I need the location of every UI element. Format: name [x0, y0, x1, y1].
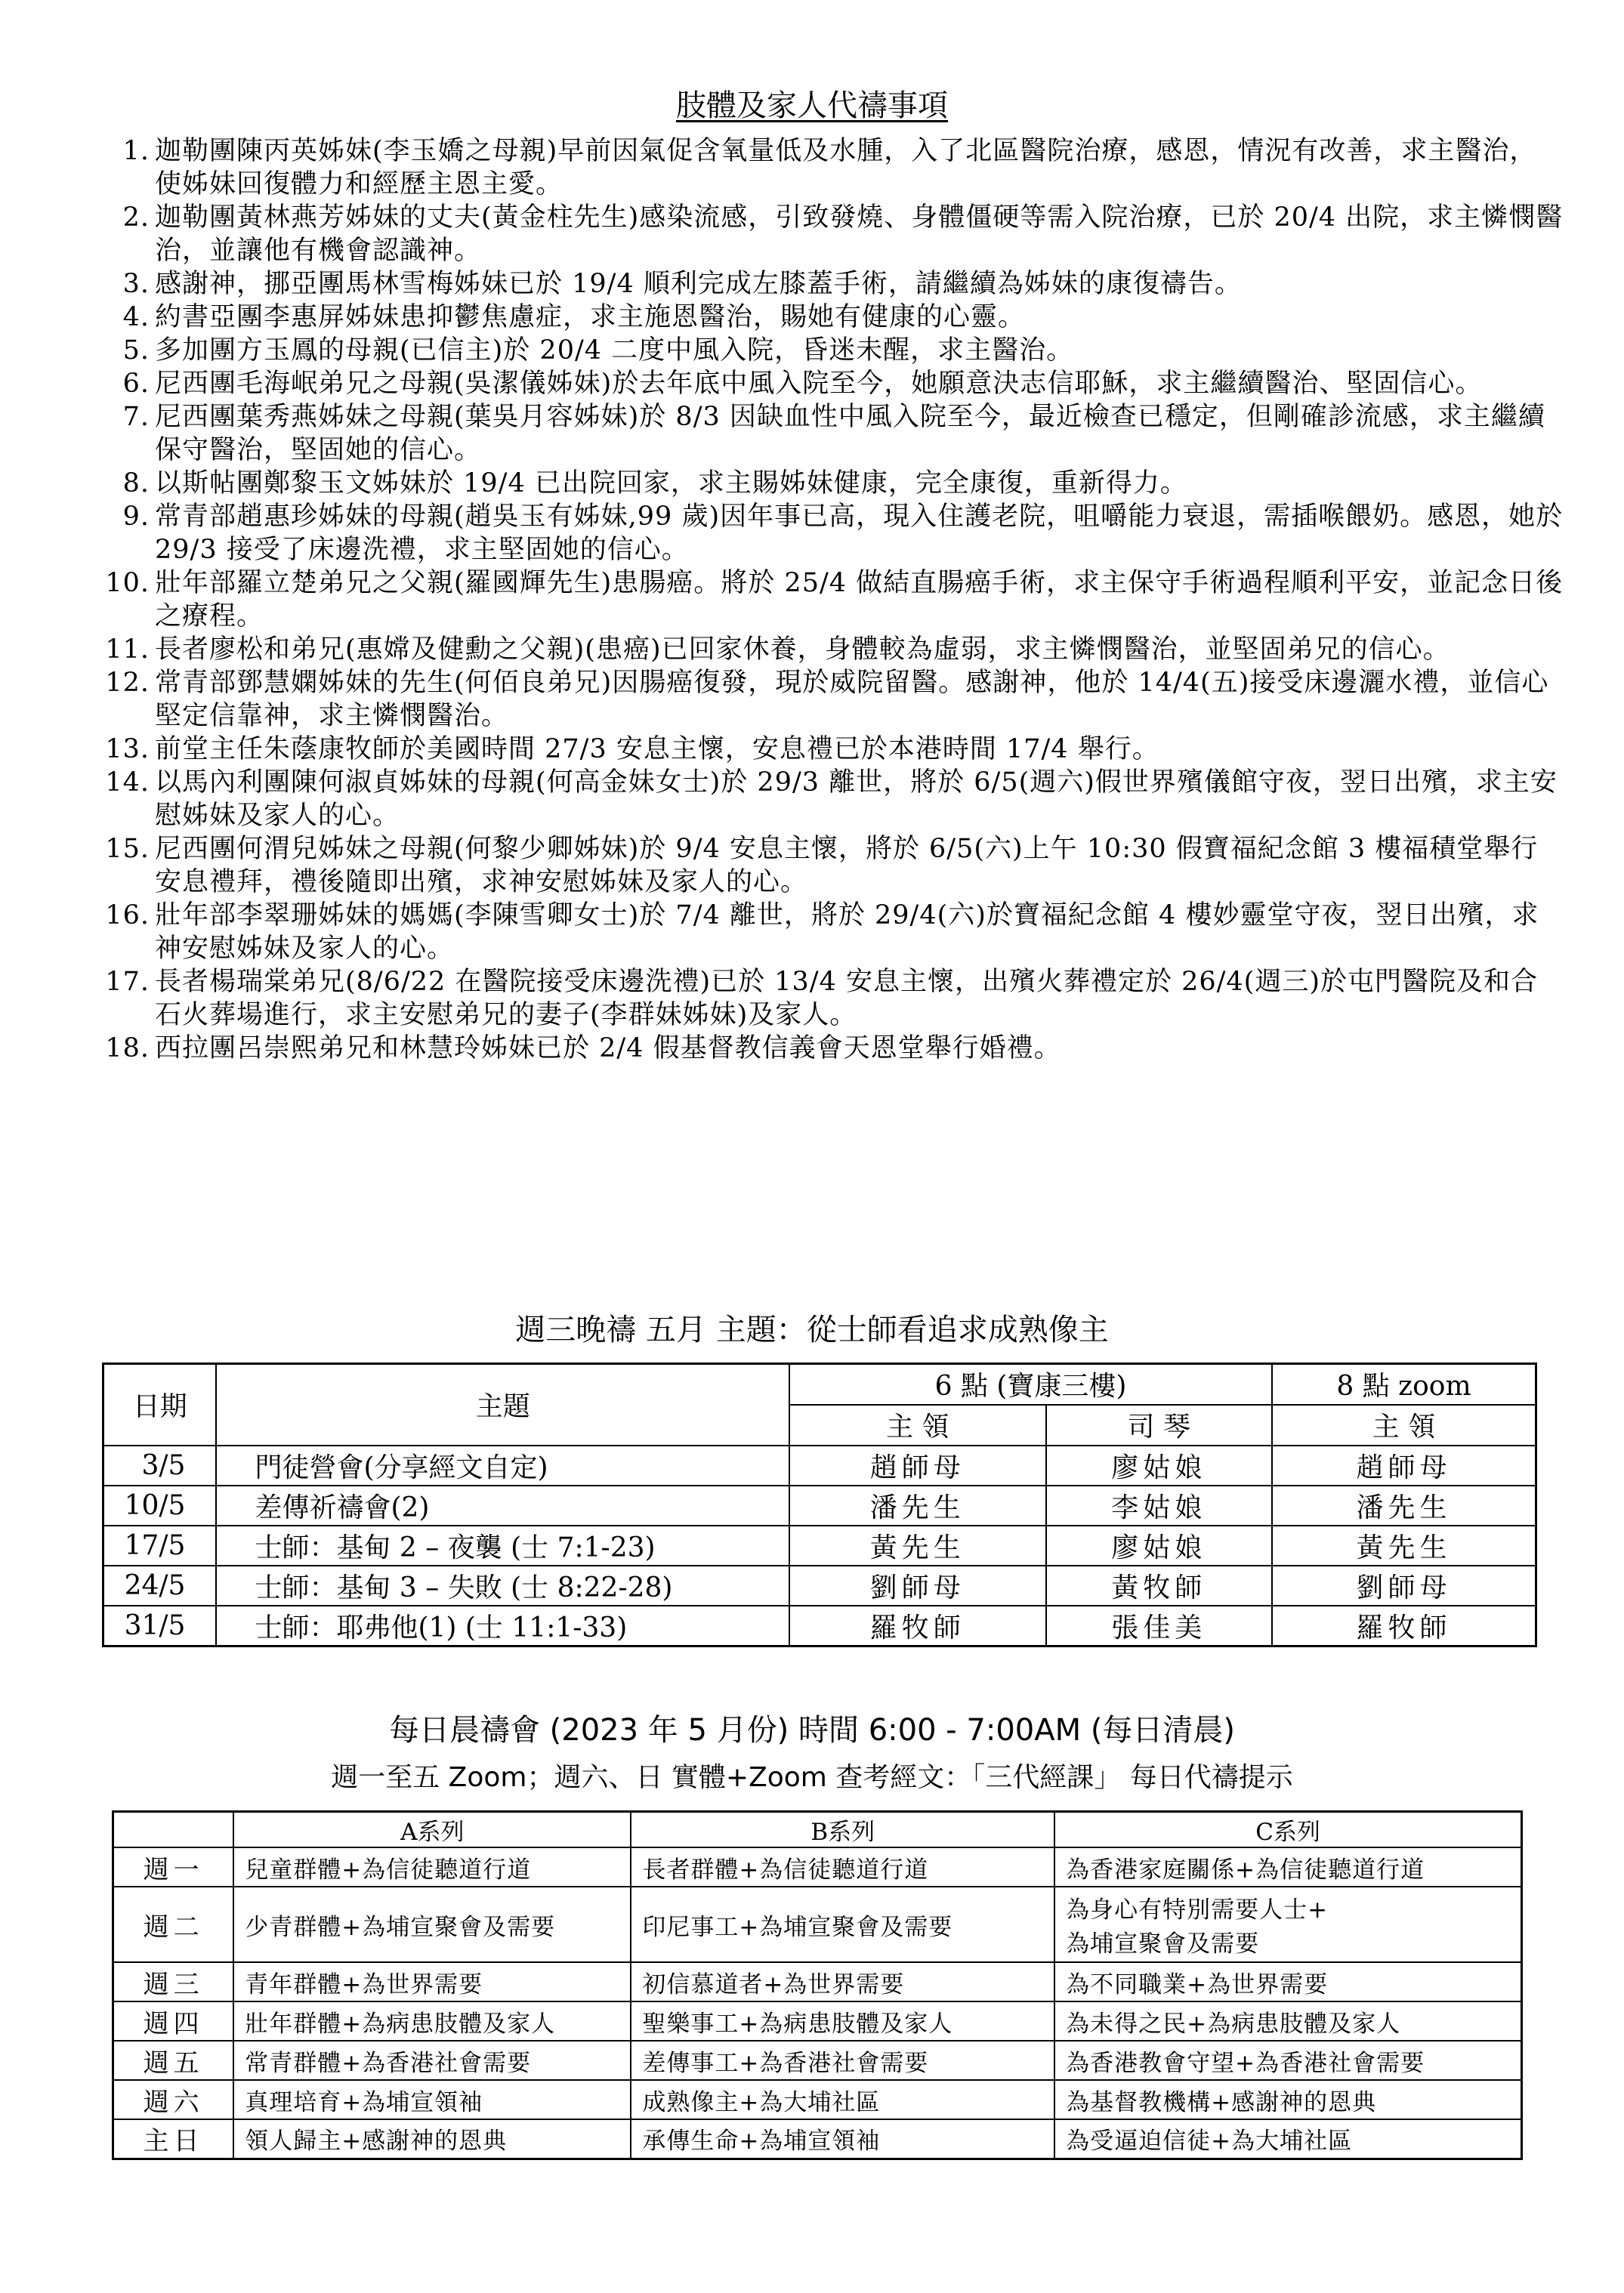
row-topic: 士師：基甸 2 – 夜襲 (士 7:1-23)	[216, 1526, 789, 1566]
prayer-text: 長者廖松和弟兄(惠嫦及健勳之父親)(患癌)已回家休養，身體較為虛弱，求主憐憫醫治，並堅固弟兄的信心。	[155, 634, 1450, 665]
prayer-text: 以斯帖團鄭黎玉文姊妹於 19/4 已出院回家，求主賜姊妹健康，完全康復，重新得力。	[155, 468, 1187, 498]
prayer-number: 4.	[122, 302, 150, 332]
prayer-item	[83, 899, 1564, 965]
row-day: 週一	[113, 1847, 234, 1887]
row-lead-zoom: 劉師母	[1272, 1566, 1536, 1606]
row-series-c: 為香港家庭關係+為信徒聽道行道	[1054, 1847, 1521, 1887]
prayer-item	[83, 733, 1564, 766]
morning-prayer-title: 每日晨禱會 (2023 年 5 月份) 時間 6:00 - 7:00AM (每日清晨)	[388, 1713, 1236, 1748]
prayer-number: 2.	[122, 202, 150, 233]
prayer-list	[83, 134, 1564, 1065]
table-row	[113, 2001, 1522, 2041]
prayer-item	[83, 134, 1564, 201]
prayer-text: 常青部鄧慧嫻姊妹的先生(何佰良弟兄)因腸癌復發，現於威院留醫。感謝神，他於 14/4(五)接受床邊灑水禮，並信心堅定信靠神，求主憐憫醫治。	[155, 668, 1549, 731]
row-day: 週三	[113, 1962, 234, 2001]
row-piano: 廖姑娘	[1046, 1446, 1272, 1486]
prayer-item	[83, 500, 1564, 566]
prayer-text: 長者楊瑞棠弟兄(8/6/22 在醫院接受床邊洗禮)已於 13/4 安息主懷，出殯火葬禮定於 26/4(週三)於屯門醫院及和合石火葬場進行，求主安慰弟兄的妻子(李群妹姊妹)及家人。	[155, 967, 1538, 1030]
row-series-b: 聖樂事工+為病患肢體及家人	[631, 2001, 1054, 2041]
row-lead-zoom: 趙師母	[1272, 1446, 1536, 1486]
prayer-text: 迦勒團陳丙英姊妹(李玉嬌之母親)早前因氣促含氧量低及水腫，入了北區醫院治療，感恩，情況有改善，求主醫治，使姊妹回復體力和經歷主恩主愛。	[155, 136, 1537, 199]
page-title: 肢體及家人代禱事項	[676, 88, 948, 123]
prayer-number: 17.	[105, 967, 150, 997]
prayer-item	[83, 1032, 1564, 1065]
prayer-number: 6.	[122, 369, 150, 399]
row-series-a: 領人歸主+感謝神的恩典	[233, 2119, 631, 2159]
prayer-number: 16.	[105, 900, 150, 930]
morning-prayer-subtitle: 週一至五 Zoom；週六、日 實體+Zoom 查考經文：「三代經課」 每日代禱提示	[331, 1762, 1293, 1793]
prayer-number: 18.	[105, 1033, 150, 1063]
prayer-item	[83, 367, 1564, 400]
header-blank	[113, 1812, 234, 1848]
prayer-text: 以馬內利團陳何淑貞姊妹的母親(何高金妹女士)於 29/3 離世，將於 6/5(週六)假世界殯儀館守夜，翌日出殯，求主安慰姊妹及家人的心。	[155, 767, 1558, 831]
prayer-text: 壯年部羅立楚弟兄之父親(羅國輝先生)患腸癌。將於 25/4 做結直腸癌手術，求主保守手術過程順利平安，並記念日後之療程。	[155, 568, 1564, 631]
prayer-item	[83, 766, 1564, 832]
prayer-number: 7.	[122, 402, 150, 432]
row-series-a: 真理培育+為埔宣領袖	[233, 2080, 631, 2119]
row-series-b: 印尼事工+為埔宣聚會及需要	[631, 1887, 1054, 1962]
prayer-item	[83, 666, 1564, 733]
row-lead: 劉師母	[789, 1566, 1045, 1606]
row-piano: 廖姑娘	[1046, 1526, 1272, 1566]
table-row	[113, 1847, 1522, 1887]
prayer-item	[83, 566, 1564, 633]
table-row	[113, 2119, 1522, 2159]
header-series-c: C系列	[1054, 1812, 1521, 1848]
prayer-text: 約書亞團李惠屏姊妹患抑鬱焦慮症，求主施恩醫治，賜她有健康的心靈。	[155, 302, 1026, 332]
prayer-number: 12.	[105, 668, 150, 698]
row-series-c	[1054, 1887, 1521, 1962]
row-series-c-line2: 為埔宣聚會及需要	[1066, 1930, 1260, 1958]
prayer-number: 11.	[105, 634, 150, 665]
header-series-a: A系列	[233, 1812, 631, 1848]
row-lead-zoom: 潘先生	[1272, 1486, 1536, 1526]
row-date: 3/5	[103, 1446, 217, 1486]
prayer-number: 15.	[105, 834, 150, 864]
row-series-c: 為未得之民+為病患肢體及家人	[1054, 2001, 1521, 2041]
table-row	[103, 1486, 1536, 1526]
prayer-item	[83, 832, 1564, 899]
row-series-b: 長者群體+為信徒聽道行道	[631, 1847, 1054, 1887]
prayer-item	[83, 267, 1564, 301]
wednesday-schedule-table	[102, 1363, 1537, 1647]
prayer-item	[83, 400, 1564, 467]
prayer-text: 迦勒團黃林燕芳姊妹的丈夫(黃金柱先生)感染流感，引致發燒、身體僵硬等需入院治療，已於 20/4 出院，求主憐憫醫治，並讓他有機會認識神。	[155, 202, 1564, 266]
header-lead: 主 領	[789, 1405, 1045, 1446]
header-date: 日期	[103, 1364, 217, 1446]
prayer-text: 西拉團呂崇熙弟兄和林慧玲姊妹已於 2/4 假基督教信義會天恩堂舉行婚禮。	[155, 1033, 1061, 1063]
morning-prayer-table	[112, 1810, 1523, 2160]
prayer-number: 1.	[122, 136, 150, 166]
prayer-number: 3.	[122, 269, 150, 299]
row-day: 週二	[113, 1887, 234, 1962]
row-series-b: 差傳事工+為香港社會需要	[631, 2041, 1054, 2080]
header-piano: 司 琴	[1046, 1405, 1272, 1446]
row-series-a: 壯年群體+為病患肢體及家人	[233, 2001, 631, 2041]
row-day: 週六	[113, 2080, 234, 2119]
row-series-c: 為受逼迫信徒+為大埔社區	[1054, 2119, 1521, 2159]
prayer-item	[83, 201, 1564, 267]
prayer-item	[83, 467, 1564, 500]
table-row	[113, 1887, 1522, 1962]
row-series-c-line1: 為身心有特別需要人士+	[1066, 1896, 1329, 1924]
row-piano: 張佳美	[1046, 1606, 1272, 1646]
row-piano: 黃牧師	[1046, 1566, 1272, 1606]
prayer-number: 5.	[122, 335, 150, 366]
prayer-number: 13.	[105, 734, 150, 764]
row-series-c: 為基督教機構+感謝神的恩典	[1054, 2080, 1521, 2119]
prayer-number: 9.	[122, 501, 150, 532]
table-row	[103, 1606, 1536, 1646]
table-row	[113, 2080, 1522, 2119]
table-row	[103, 1566, 1536, 1606]
row-series-a: 常青群體+為香港社會需要	[233, 2041, 631, 2080]
row-lead: 黃先生	[789, 1526, 1045, 1566]
prayer-item	[83, 334, 1564, 367]
table-row	[103, 1446, 1536, 1486]
row-topic: 門徒營會(分享經文自定)	[216, 1446, 789, 1486]
prayer-item	[83, 301, 1564, 334]
prayer-text: 前堂主任朱蔭康牧師於美國時間 27/3 安息主懷，安息禮已於本港時間 17/4 舉行。	[155, 734, 1159, 764]
row-lead: 羅牧師	[789, 1606, 1045, 1646]
header-topic: 主題	[216, 1364, 789, 1446]
prayer-text: 尼西團何渭兒姊妹之母親(何黎少卿姊妹)於 9/4 安息主懷，將於 6/5(六)上午 10:30 假寶福紀念館 3 樓福積堂舉行安息禮拜，禮後隨即出殯，求神安慰姊妹及家人的心。	[155, 834, 1539, 897]
prayer-item	[83, 633, 1564, 666]
row-series-b: 成熟像主+為大埔社區	[631, 2080, 1054, 2119]
row-lead-zoom: 羅牧師	[1272, 1606, 1536, 1646]
prayer-text: 感謝神，挪亞團馬林雪梅姊妹已於 19/4 順利完成左膝蓋手術，請繼續為姊妹的康復禱告。	[155, 269, 1242, 299]
header-8pm-group: 8 點 zoom	[1272, 1364, 1536, 1405]
row-day: 週五	[113, 2041, 234, 2080]
row-series-a: 青年群體+為世界需要	[233, 1962, 631, 2001]
prayer-text: 壯年部李翠珊姊妹的媽媽(李陳雪卿女士)於 7/4 離世，將於 29/4(六)於寶福紀念館 4 樓妙靈堂守夜，翌日出殯，求神安慰姊妹及家人的心。	[155, 900, 1539, 964]
row-topic: 士師：耶弗他(1) (士 11:1-33)	[216, 1606, 789, 1646]
prayer-number: 8.	[122, 468, 150, 498]
table-row	[113, 2041, 1522, 2080]
row-series-c: 為不同職業+為世界需要	[1054, 1962, 1521, 2001]
wednesday-title: 週三晚禱 五月 主題：從士師看追求成熟像主	[515, 1313, 1109, 1347]
row-date: 24/5	[103, 1566, 217, 1606]
row-date: 10/5	[103, 1486, 217, 1526]
row-date: 17/5	[103, 1526, 217, 1566]
row-topic: 差傳祈禱會(2)	[216, 1486, 789, 1526]
prayer-text: 多加團方玉鳳的母親(已信主)於 20/4 二度中風入院，昏迷未醒，求主醫治。	[155, 335, 1074, 366]
prayer-text: 常青部趙惠珍姊妹的母親(趙吳玉有姊妹,99 歲)因年事已高，現入住護老院，咀嚼能力衰退，需插喉餵奶。感恩，她於 29/3 接受了床邊洗禮，求主堅固她的信心。	[155, 501, 1564, 565]
prayer-number: 10.	[105, 568, 150, 598]
row-series-c: 為香港教會守望+為香港社會需要	[1054, 2041, 1521, 2080]
prayer-item	[83, 965, 1564, 1032]
row-series-a: 兒童群體+為信徒聽道行道	[233, 1847, 631, 1887]
header-series-b: B系列	[631, 1812, 1054, 1848]
row-series-b: 承傳生命+為埔宣領袖	[631, 2119, 1054, 2159]
row-date: 31/5	[103, 1606, 217, 1646]
row-piano: 李姑娘	[1046, 1486, 1272, 1526]
prayer-number: 14.	[105, 767, 150, 798]
table-row	[103, 1526, 1536, 1566]
table-row	[113, 1962, 1522, 2001]
row-lead: 潘先生	[789, 1486, 1045, 1526]
row-day: 主日	[113, 2119, 234, 2159]
row-topic: 士師：基甸 3 – 失敗 (士 8:22-28)	[216, 1566, 789, 1606]
row-day: 週四	[113, 2001, 234, 2041]
prayer-text: 尼西團葉秀燕姊妹之母親(葉吳月容姊妹)於 8/3 因缺血性中風入院至今，最近檢查已穩定，但剛確診流感，求主繼續保守醫治，堅固她的信心。	[155, 402, 1545, 465]
row-lead: 趙師母	[789, 1446, 1045, 1486]
row-lead-zoom: 黃先生	[1272, 1526, 1536, 1566]
row-series-a: 少青群體+為埔宣聚會及需要	[233, 1887, 631, 1962]
header-6pm-group: 6 點 (寶康三樓)	[789, 1364, 1272, 1405]
header-lead-zoom: 主 領	[1272, 1405, 1536, 1446]
prayer-text: 尼西團毛海岷弟兄之母親(吳潔儀姊妹)於去年底中風入院至今，她願意決志信耶穌，求主繼續醫治、堅固信心。	[155, 369, 1483, 399]
row-series-b: 初信慕道者+為世界需要	[631, 1962, 1054, 2001]
